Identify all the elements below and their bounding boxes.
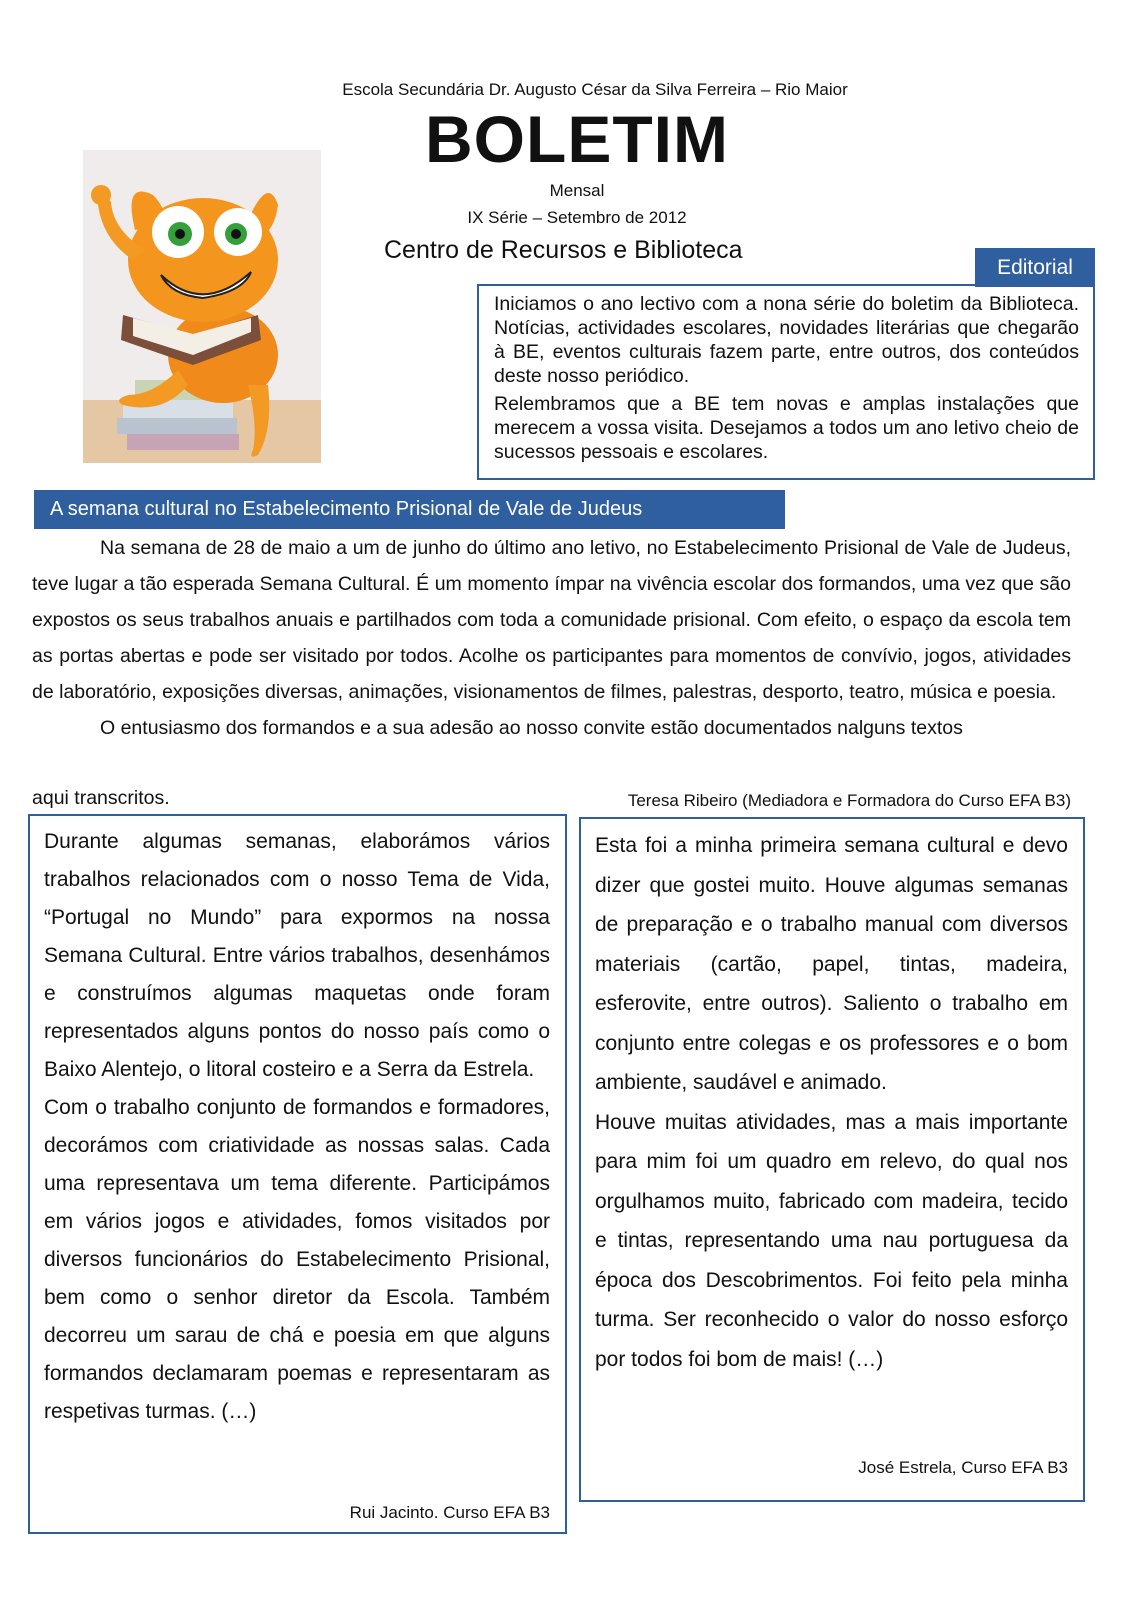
testimonial-signature: Rui Jacinto. Curso EFA B3: [349, 1503, 550, 1522]
article-heading: A semana cultural no Estabelecimento Prisional de Vale de Judeus: [34, 490, 785, 529]
article-paragraph: Na semana de 28 de maio a um de junho do último ano letivo, no Estabelecimento Prisional de Vale de Judeus, teve lugar a tão esperada Semana Cultural. É um momento ímpar na vivência escolar dos formandos, uma vez que são expostos os seus trabalhos anuais e partilhados com toda a comunidade prisional. Com efeito, o espaço da escola tem as portas abertas e pode ser visitado por todos. Acolhe os participantes para momentos de convívio, jogos, atividades de laboratório, exposições diversas, animações, visionamentos de filmes, palestras, desporto, teatro, música e poesia.: [32, 537, 1071, 703]
article-author: Teresa Ribeiro (Mediadora e Formadora do Curso EFA B3): [627, 791, 1071, 810]
testimonial-paragraph: Esta foi a minha primeira semana cultural e devo dizer que gostei muito. Houve algumas semanas de preparação e o trabalho manual com diversos materiais (cartão, papel, tintas, madeira, esferovite, entre outros). Saliento o trabalho em conjunto entre colegas e os professores e o bom ambiente, saudável e animado.: [595, 834, 1068, 1094]
testimonial-paragraph: Com o trabalho conjunto de formandos e formadores, decorámos com criatividade as nossas salas. Cada uma representava um tema diferente. Participámos em vários jogos e atividades, fomos visitados por diversos funcionários do Estabelecimento Prisional, bem como o senhor diretor da Escola. Também decorreu um sarau de chá e poesia em que alguns formandos declamaram poemas e representaram as respetivas turmas. (…): [44, 1096, 550, 1423]
newsletter-title: BOLETIM: [425, 102, 729, 176]
testimonial-paragraph: Durante algumas semanas, elaborámos vários trabalhos relacionados com o nosso Tema de Vida, “Portugal no Mundo” para expormos na nossa Semana Cultural. Entre vários trabalhos, desenhámos e construímos algumas maquetas onde foram representados alguns pontos do nosso país como o Baixo Alentejo, o litoral costeiro e a Serra da Estrela.: [44, 830, 550, 1081]
article-body: [32, 530, 1071, 746]
editorial-tab: Editorial: [975, 248, 1095, 287]
department-label: Centro de Recursos e Biblioteca: [384, 236, 743, 264]
testimonial-box-left: [28, 814, 567, 1534]
school-name: Escola Secundária Dr. Augusto César da Silva Ferreira – Rio Maior: [342, 80, 848, 99]
editorial-paragraph: Relembramos que a BE tem novas e amplas instalações que merecem a vossa visita. Desejamos a todos um ano letivo cheio de sucessos pessoais e escolares.: [494, 393, 1079, 463]
article-paragraph: O entusiasmo dos formandos e a sua adesão ao nosso convite estão documentados nalguns textos: [100, 717, 963, 739]
series-label: IX Série – Setembro de 2012: [467, 208, 687, 227]
mascot-illustration: [83, 150, 321, 463]
editorial-box: [477, 284, 1095, 480]
testimonial-signature: José Estrela, Curso EFA B3: [858, 1458, 1068, 1477]
frequency-label: Mensal: [549, 181, 605, 200]
editorial-paragraph: Iniciamos o ano lectivo com a nona série do boletim da Biblioteca. Notícias, actividades escolares, novidades literárias que chegarão à BE, eventos culturais fazem parte, entre outros, dos conteúdos deste nosso periódico.: [494, 293, 1079, 387]
testimonial-box-right: [579, 817, 1085, 1502]
article-closing: aqui transcritos.: [32, 787, 170, 809]
testimonial-paragraph: Houve muitas atividades, mas a mais importante para mim foi um quadro em relevo, do qual nos orgulhamos muito, fabricado com madeira, tecido e tintas, representando uma nau portuguesa da época dos Descobrimentos. Foi feito pela minha turma. Ser reconhecido o valor do nosso esforço por todos foi bom de mais! (…): [595, 1110, 1068, 1371]
mascot-photo: [83, 150, 321, 463]
